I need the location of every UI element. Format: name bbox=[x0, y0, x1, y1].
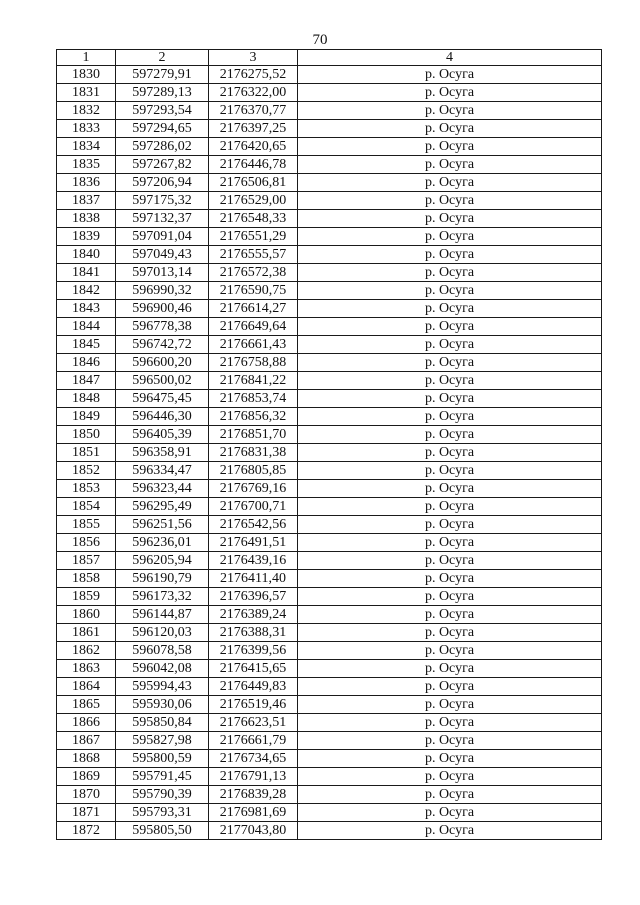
table-row bbox=[57, 642, 602, 660]
location-cell: р. Осуга bbox=[298, 642, 602, 660]
y-coordinate-cell: 2176411,40 bbox=[209, 570, 298, 588]
point-number-cell: 1832 bbox=[57, 102, 116, 120]
point-number-cell: 1867 bbox=[57, 732, 116, 750]
location-cell: р. Осуга bbox=[298, 714, 602, 732]
point-number-cell: 1831 bbox=[57, 84, 116, 102]
location-cell: р. Осуга bbox=[298, 336, 602, 354]
x-coordinate-cell: 597279,91 bbox=[116, 66, 209, 84]
location-cell: р. Осуга bbox=[298, 390, 602, 408]
point-number-cell: 1857 bbox=[57, 552, 116, 570]
location-cell: р. Осуга bbox=[298, 498, 602, 516]
location-cell: р. Осуга bbox=[298, 750, 602, 768]
y-coordinate-cell: 2176519,46 bbox=[209, 696, 298, 714]
point-number-cell: 1856 bbox=[57, 534, 116, 552]
table-row bbox=[57, 336, 602, 354]
point-number-cell: 1869 bbox=[57, 768, 116, 786]
point-number-cell: 1847 bbox=[57, 372, 116, 390]
point-number-cell: 1863 bbox=[57, 660, 116, 678]
table-row bbox=[57, 390, 602, 408]
table-row bbox=[57, 534, 602, 552]
table-row bbox=[57, 516, 602, 534]
y-coordinate-cell: 2176420,65 bbox=[209, 138, 298, 156]
y-coordinate-cell: 2176805,85 bbox=[209, 462, 298, 480]
y-coordinate-cell: 2176322,00 bbox=[209, 84, 298, 102]
point-number-cell: 1854 bbox=[57, 498, 116, 516]
y-coordinate-cell: 2176275,52 bbox=[209, 66, 298, 84]
x-coordinate-cell: 596500,02 bbox=[116, 372, 209, 390]
table-row bbox=[57, 462, 602, 480]
x-coordinate-cell: 596120,03 bbox=[116, 624, 209, 642]
point-number-cell: 1853 bbox=[57, 480, 116, 498]
location-cell: р. Осуга bbox=[298, 354, 602, 372]
point-number-cell: 1833 bbox=[57, 120, 116, 138]
table-row bbox=[57, 786, 602, 804]
table-row bbox=[57, 804, 602, 822]
y-coordinate-cell: 2176491,51 bbox=[209, 534, 298, 552]
point-number-cell: 1858 bbox=[57, 570, 116, 588]
table-row bbox=[57, 354, 602, 372]
x-coordinate-cell: 595791,45 bbox=[116, 768, 209, 786]
x-coordinate-cell: 596446,30 bbox=[116, 408, 209, 426]
x-coordinate-cell: 597294,65 bbox=[116, 120, 209, 138]
x-coordinate-cell: 595994,43 bbox=[116, 678, 209, 696]
x-coordinate-cell: 596900,46 bbox=[116, 300, 209, 318]
table-row bbox=[57, 138, 602, 156]
location-cell: р. Осуга bbox=[298, 678, 602, 696]
x-coordinate-cell: 597286,02 bbox=[116, 138, 209, 156]
y-coordinate-cell: 2176389,24 bbox=[209, 606, 298, 624]
x-coordinate-cell: 595805,50 bbox=[116, 822, 209, 840]
table-row bbox=[57, 498, 602, 516]
y-coordinate-cell: 2176981,69 bbox=[209, 804, 298, 822]
table-row bbox=[57, 84, 602, 102]
point-number-cell: 1871 bbox=[57, 804, 116, 822]
column-header-3: 3 bbox=[209, 50, 298, 66]
y-coordinate-cell: 2176551,29 bbox=[209, 228, 298, 246]
point-number-cell: 1848 bbox=[57, 390, 116, 408]
location-cell: р. Осуга bbox=[298, 156, 602, 174]
table-row bbox=[57, 696, 602, 714]
location-cell: р. Осуга bbox=[298, 588, 602, 606]
table-row bbox=[57, 822, 602, 840]
x-coordinate-cell: 596334,47 bbox=[116, 462, 209, 480]
y-coordinate-cell: 2176623,51 bbox=[209, 714, 298, 732]
location-cell: р. Осуга bbox=[298, 480, 602, 498]
location-cell: р. Осуга bbox=[298, 84, 602, 102]
location-cell: р. Осуга bbox=[298, 660, 602, 678]
x-coordinate-cell: 597175,32 bbox=[116, 192, 209, 210]
point-number-cell: 1865 bbox=[57, 696, 116, 714]
table-row bbox=[57, 318, 602, 336]
point-number-cell: 1834 bbox=[57, 138, 116, 156]
table-header-row bbox=[57, 50, 602, 66]
table-row bbox=[57, 66, 602, 84]
location-cell: р. Осуга bbox=[298, 174, 602, 192]
y-coordinate-cell: 2176769,16 bbox=[209, 480, 298, 498]
point-number-cell: 1842 bbox=[57, 282, 116, 300]
x-coordinate-cell: 596295,49 bbox=[116, 498, 209, 516]
y-coordinate-cell: 2176449,83 bbox=[209, 678, 298, 696]
location-cell: р. Осуга bbox=[298, 120, 602, 138]
point-number-cell: 1846 bbox=[57, 354, 116, 372]
location-cell: р. Осуга bbox=[298, 282, 602, 300]
point-number-cell: 1870 bbox=[57, 786, 116, 804]
location-cell: р. Осуга bbox=[298, 696, 602, 714]
point-number-cell: 1838 bbox=[57, 210, 116, 228]
location-cell: р. Осуга bbox=[298, 66, 602, 84]
y-coordinate-cell: 2176831,38 bbox=[209, 444, 298, 462]
location-cell: р. Осуга bbox=[298, 516, 602, 534]
y-coordinate-cell: 2176734,65 bbox=[209, 750, 298, 768]
point-number-cell: 1836 bbox=[57, 174, 116, 192]
x-coordinate-cell: 595790,39 bbox=[116, 786, 209, 804]
x-coordinate-cell: 596173,32 bbox=[116, 588, 209, 606]
y-coordinate-cell: 2176661,79 bbox=[209, 732, 298, 750]
point-number-cell: 1852 bbox=[57, 462, 116, 480]
table-row bbox=[57, 552, 602, 570]
x-coordinate-cell: 596251,56 bbox=[116, 516, 209, 534]
point-number-cell: 1862 bbox=[57, 642, 116, 660]
y-coordinate-cell: 2176396,57 bbox=[209, 588, 298, 606]
point-number-cell: 1860 bbox=[57, 606, 116, 624]
location-cell: р. Осуга bbox=[298, 570, 602, 588]
x-coordinate-cell: 596742,72 bbox=[116, 336, 209, 354]
location-cell: р. Осуга bbox=[298, 210, 602, 228]
x-coordinate-cell: 596778,38 bbox=[116, 318, 209, 336]
y-coordinate-cell: 2176542,56 bbox=[209, 516, 298, 534]
y-coordinate-cell: 2176399,56 bbox=[209, 642, 298, 660]
location-cell: р. Осуга bbox=[298, 408, 602, 426]
table-row bbox=[57, 444, 602, 462]
column-header-4: 4 bbox=[298, 50, 602, 66]
table-row bbox=[57, 606, 602, 624]
table-row bbox=[57, 588, 602, 606]
table-row bbox=[57, 174, 602, 192]
y-coordinate-cell: 2176548,33 bbox=[209, 210, 298, 228]
y-coordinate-cell: 2176614,27 bbox=[209, 300, 298, 318]
x-coordinate-cell: 595793,31 bbox=[116, 804, 209, 822]
table-row bbox=[57, 732, 602, 750]
x-coordinate-cell: 595827,98 bbox=[116, 732, 209, 750]
y-coordinate-cell: 2176700,71 bbox=[209, 498, 298, 516]
point-number-cell: 1840 bbox=[57, 246, 116, 264]
point-number-cell: 1868 bbox=[57, 750, 116, 768]
location-cell: р. Осуга bbox=[298, 102, 602, 120]
point-number-cell: 1844 bbox=[57, 318, 116, 336]
location-cell: р. Осуга bbox=[298, 192, 602, 210]
point-number-cell: 1845 bbox=[57, 336, 116, 354]
table-row bbox=[57, 372, 602, 390]
location-cell: р. Осуга bbox=[298, 300, 602, 318]
x-coordinate-cell: 596205,94 bbox=[116, 552, 209, 570]
x-coordinate-cell: 596600,20 bbox=[116, 354, 209, 372]
y-coordinate-cell: 2176851,70 bbox=[209, 426, 298, 444]
y-coordinate-cell: 2176856,32 bbox=[209, 408, 298, 426]
table-row bbox=[57, 660, 602, 678]
location-cell: р. Осуга bbox=[298, 732, 602, 750]
table-row bbox=[57, 264, 602, 282]
point-number-cell: 1849 bbox=[57, 408, 116, 426]
table-row bbox=[57, 678, 602, 696]
x-coordinate-cell: 597091,04 bbox=[116, 228, 209, 246]
x-coordinate-cell: 595850,84 bbox=[116, 714, 209, 732]
point-number-cell: 1861 bbox=[57, 624, 116, 642]
table-row bbox=[57, 624, 602, 642]
point-number-cell: 1830 bbox=[57, 66, 116, 84]
y-coordinate-cell: 2176661,43 bbox=[209, 336, 298, 354]
y-coordinate-cell: 2176388,31 bbox=[209, 624, 298, 642]
table-row bbox=[57, 156, 602, 174]
y-coordinate-cell: 2176446,78 bbox=[209, 156, 298, 174]
coordinates-table bbox=[56, 49, 602, 840]
x-coordinate-cell: 596078,58 bbox=[116, 642, 209, 660]
location-cell: р. Осуга bbox=[298, 552, 602, 570]
table-row bbox=[57, 408, 602, 426]
location-cell: р. Осуга bbox=[298, 624, 602, 642]
y-coordinate-cell: 2176506,81 bbox=[209, 174, 298, 192]
table-row bbox=[57, 300, 602, 318]
x-coordinate-cell: 597013,14 bbox=[116, 264, 209, 282]
point-number-cell: 1859 bbox=[57, 588, 116, 606]
table-row bbox=[57, 210, 602, 228]
table-row bbox=[57, 768, 602, 786]
table-row bbox=[57, 228, 602, 246]
y-coordinate-cell: 2176415,65 bbox=[209, 660, 298, 678]
location-cell: р. Осуга bbox=[298, 372, 602, 390]
location-cell: р. Осуга bbox=[298, 426, 602, 444]
location-cell: р. Осуга bbox=[298, 534, 602, 552]
x-coordinate-cell: 596144,87 bbox=[116, 606, 209, 624]
y-coordinate-cell: 2176839,28 bbox=[209, 786, 298, 804]
x-coordinate-cell: 597049,43 bbox=[116, 246, 209, 264]
x-coordinate-cell: 596236,01 bbox=[116, 534, 209, 552]
location-cell: р. Осуга bbox=[298, 138, 602, 156]
point-number-cell: 1843 bbox=[57, 300, 116, 318]
y-coordinate-cell: 2176555,57 bbox=[209, 246, 298, 264]
table-row bbox=[57, 426, 602, 444]
point-number-cell: 1839 bbox=[57, 228, 116, 246]
point-number-cell: 1864 bbox=[57, 678, 116, 696]
x-coordinate-cell: 597293,54 bbox=[116, 102, 209, 120]
table-row bbox=[57, 102, 602, 120]
point-number-cell: 1851 bbox=[57, 444, 116, 462]
table-row bbox=[57, 714, 602, 732]
page-number: 70 bbox=[312, 32, 328, 48]
point-number-cell: 1850 bbox=[57, 426, 116, 444]
y-coordinate-cell: 2176397,25 bbox=[209, 120, 298, 138]
location-cell: р. Осуга bbox=[298, 804, 602, 822]
table-row bbox=[57, 750, 602, 768]
point-number-cell: 1837 bbox=[57, 192, 116, 210]
y-coordinate-cell: 2176853,74 bbox=[209, 390, 298, 408]
x-coordinate-cell: 596323,44 bbox=[116, 480, 209, 498]
y-coordinate-cell: 2176572,38 bbox=[209, 264, 298, 282]
table-row bbox=[57, 120, 602, 138]
location-cell: р. Осуга bbox=[298, 264, 602, 282]
location-cell: р. Осуга bbox=[298, 246, 602, 264]
column-header-1: 1 bbox=[57, 50, 116, 66]
point-number-cell: 1855 bbox=[57, 516, 116, 534]
y-coordinate-cell: 2176649,64 bbox=[209, 318, 298, 336]
x-coordinate-cell: 597206,94 bbox=[116, 174, 209, 192]
x-coordinate-cell: 596990,32 bbox=[116, 282, 209, 300]
location-cell: р. Осуга bbox=[298, 228, 602, 246]
x-coordinate-cell: 596475,45 bbox=[116, 390, 209, 408]
y-coordinate-cell: 2177043,80 bbox=[209, 822, 298, 840]
location-cell: р. Осуга bbox=[298, 786, 602, 804]
x-coordinate-cell: 596358,91 bbox=[116, 444, 209, 462]
point-number-cell: 1835 bbox=[57, 156, 116, 174]
location-cell: р. Осуга bbox=[298, 606, 602, 624]
location-cell: р. Осуга bbox=[298, 822, 602, 840]
y-coordinate-cell: 2176758,88 bbox=[209, 354, 298, 372]
x-coordinate-cell: 597267,82 bbox=[116, 156, 209, 174]
location-cell: р. Осуга bbox=[298, 462, 602, 480]
table-row bbox=[57, 246, 602, 264]
location-cell: р. Осуга bbox=[298, 768, 602, 786]
x-coordinate-cell: 597289,13 bbox=[116, 84, 209, 102]
location-cell: р. Осуга bbox=[298, 444, 602, 462]
y-coordinate-cell: 2176370,77 bbox=[209, 102, 298, 120]
x-coordinate-cell: 596190,79 bbox=[116, 570, 209, 588]
table-row bbox=[57, 192, 602, 210]
point-number-cell: 1872 bbox=[57, 822, 116, 840]
table-row bbox=[57, 570, 602, 588]
table-row bbox=[57, 480, 602, 498]
x-coordinate-cell: 595800,59 bbox=[116, 750, 209, 768]
y-coordinate-cell: 2176529,00 bbox=[209, 192, 298, 210]
point-number-cell: 1866 bbox=[57, 714, 116, 732]
column-header-2: 2 bbox=[116, 50, 209, 66]
x-coordinate-cell: 596042,08 bbox=[116, 660, 209, 678]
x-coordinate-cell: 597132,37 bbox=[116, 210, 209, 228]
y-coordinate-cell: 2176791,13 bbox=[209, 768, 298, 786]
y-coordinate-cell: 2176439,16 bbox=[209, 552, 298, 570]
x-coordinate-cell: 596405,39 bbox=[116, 426, 209, 444]
table-row bbox=[57, 282, 602, 300]
x-coordinate-cell: 595930,06 bbox=[116, 696, 209, 714]
point-number-cell: 1841 bbox=[57, 264, 116, 282]
y-coordinate-cell: 2176841,22 bbox=[209, 372, 298, 390]
location-cell: р. Осуга bbox=[298, 318, 602, 336]
y-coordinate-cell: 2176590,75 bbox=[209, 282, 298, 300]
